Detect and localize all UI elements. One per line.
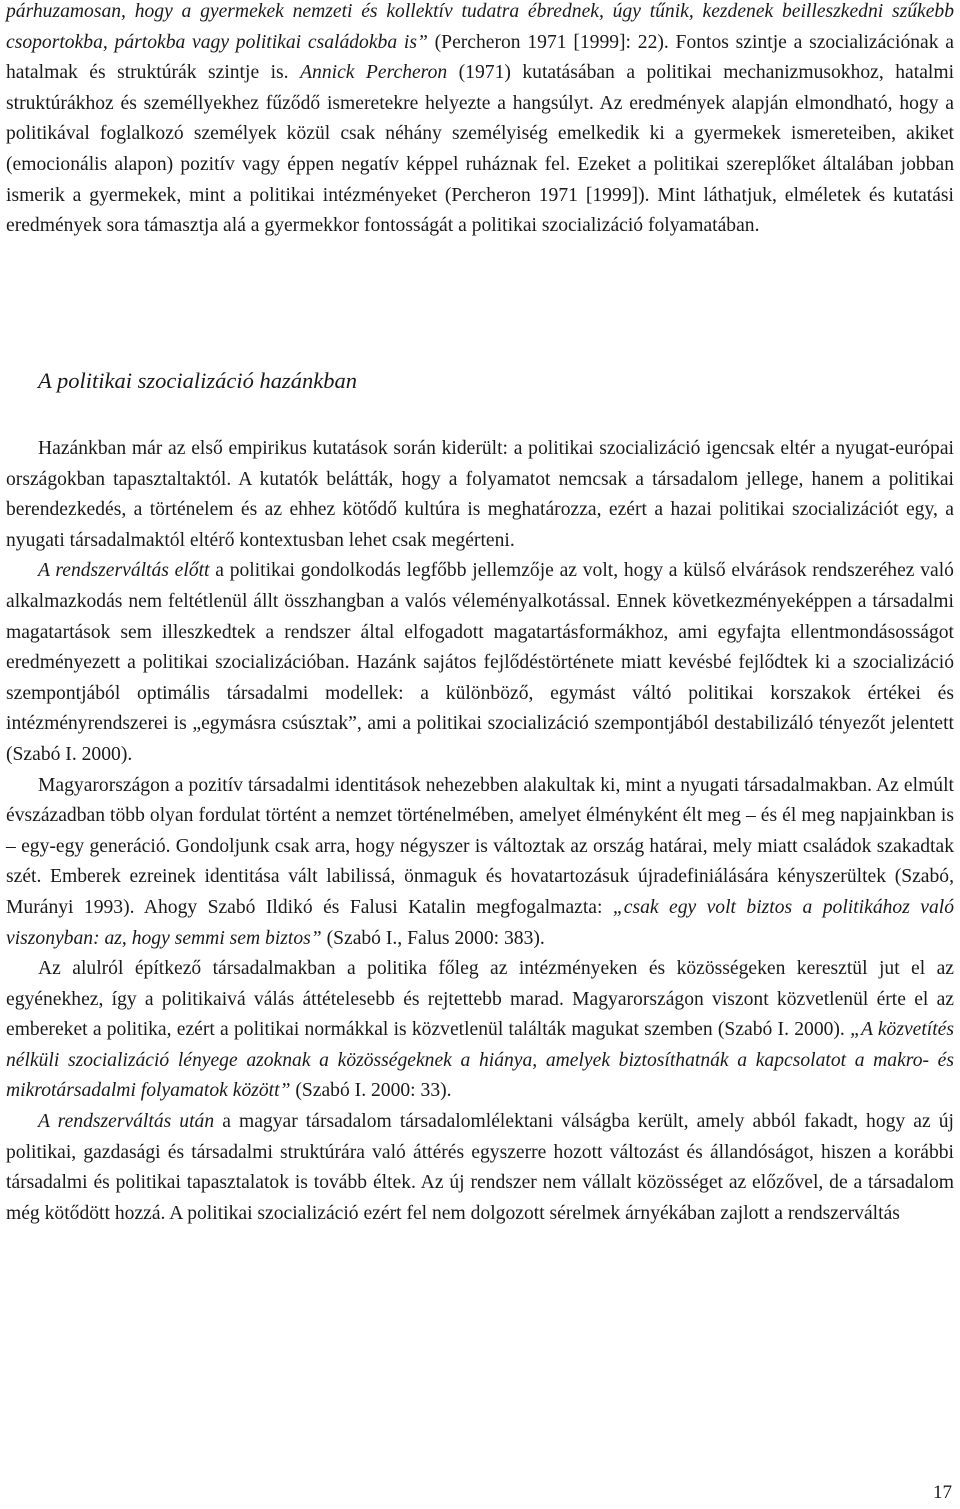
paragraph-text: Az alulról építkező társadalmakban a politika főleg az intézményeken és közösségeken keresztül jut el az egyénekhez, így a politikaivá válás áttételesebb és rejtettebb marad. Magyarországon viszont közvetlenül érte el az embereket a politika, ezért a politikai normákkal is közvetlenül találták magukat szemben (Szabó I. 2000). bbox=[6, 958, 954, 1041]
author-name-italic: Annick Percheron bbox=[300, 62, 448, 84]
quote-italic: „csak egy volt biztos a politikához való viszonyban: az, hogy semmi sem biztos” bbox=[6, 896, 954, 949]
paragraph-continuation bbox=[6, 0, 954, 242]
emphasis-italic: A rendszerváltás előtt bbox=[38, 560, 210, 582]
paragraph-text: a politikai gondolkodás legfőbb jellemzője az volt, hogy a külső elvárások rendszeréhez való alkalmazkodás nem feltétlenül állt összhangban a valós véleményalkotással. Ennek következményeképpen a társadalmi magatartások sem illeszkedtek a rendszer által elfogadott magatartásformákhoz, ami egyfajta ellentmondásosságot eredményezett a politikai szocializációban. Hazánk sajátos fejlődéstörténete miatt kevésbé fejlődtek ki a szocializáció szempontjából optimális társadalmi modellek: a különböző, egymást váltó politikai korszakok értékei és intézményrendszerei is „egymásra csúsztak”, ami a politikai szocializáció szempontjából destabilizáló tényezőt jelentett (Szabó I. 2000). bbox=[6, 560, 954, 765]
paragraph-text: (1971) kutatásában a politikai mechanizmusokhoz, hatalmi struktúrákhoz és személlyekhez fűződő ismeretekre helyezte a hangsúlyt. Az eredmények alapján elmondható, hogy a politikával foglalkozó személyek közül csak néhány személyiség emelkedik ki a gyermekek ismereteiben, akiket (emocionális alapon) pozitív vagy éppen negatív képpel ruháznak fel. Ezeket a politikai szereplőket általában jobban ismerik a gyermekek, mint a politikai intézményeket (Percheron 1971 [1999]). Mint láthatjuk, elméletek és kutatási eredmények sora támasztja alá a gyermekkor fontosságát a politikai szocializáció folyamatában. bbox=[6, 62, 955, 237]
paragraph bbox=[6, 771, 954, 955]
paragraph bbox=[6, 954, 954, 1107]
paragraph-text: (Percheron 1971 [1999]: 22). Fontos szintje a szocializációnak a hatalmak és struktúrák szintje is. bbox=[6, 31, 954, 84]
paragraph-text: (Szabó I., Falus 2000: 383). bbox=[321, 927, 545, 949]
section-heading: A politikai szocializáció hazánkban bbox=[38, 368, 357, 393]
paragraph bbox=[6, 1107, 954, 1229]
paragraph-text: (Szabó I. 2000: 33). bbox=[290, 1080, 452, 1102]
main-text-block bbox=[6, 434, 954, 1229]
quote-italic: „A közvetítés nélküli szocializáció lényege azoknak a közösségeknek a hiánya, amelyek biztosíthatnák a kapcsolatot a makro- és mikrotársadalmi folyamatok között” bbox=[6, 1019, 954, 1102]
paragraph: Hazánkban már az első empirikus kutatások során kiderült: a politikai szocializáció igencsak eltér a nyugat-európai országokban tapasztaltaktól. A kutatók belátták, hogy a folyamatot nemcsak a társadalom jellege, hanem a politikai berendezkedés, a történelem és az ehhez kötődő kultúra is meghatározza, ezért a hazai politikai szocializációt egy, a nyugati társadalmaktól eltérő kontextusban lehet csak megérteni. bbox=[6, 438, 954, 551]
paragraph-text: a magyar társadalom társadalomlélektani válságba került, amely abból fakadt, hogy az új politikai, gazdasági és társadalmi struktúrára való áttérés egyszerre hozott változást és állandóságot, hiszen a korábbi társadalmi és politikai tapasztalatok is tovább éltek. Az új rendszer nem vállalt közösséget az előzővel, de a társadalom még kötődött hozzá. A politikai szocializáció ezért fel nem dolgozott sérelmek árnyékában zajlott a rendszerváltás bbox=[6, 1111, 954, 1224]
top-text-block bbox=[6, 0, 954, 242]
quote-italic: párhuzamosan, hogy a gyermekek nemzeti és kollektív tudatra ébrednek, úgy tűnik, kezdenek beilleszkedni szűkebb csoportokba, pártokba vagy politikai családokba is” bbox=[6, 1, 954, 53]
page-number: 17 bbox=[933, 1482, 952, 1503]
paragraph-text: Magyarországon a pozitív társadalmi identitások nehezebben alakultak ki, mint a nyugati társadalmakban. Az elmúlt évszázadban több olyan fordulat történt a nemzet történelmében, amelyet élményként élt meg – és él meg napjainkban is – egy-egy generáció. Gondoljunk csak arra, hogy négyszer is változtak az ország határai, mely miatt családok szakadtak szét. Emberek ezreinek identitása vált labilissá, önmaguk és hovatartozásuk újradefiniálására kényszerültek (Szabó, Murányi 1993). Ahogy Szabó Ildikó és Falusi Katalin megfogalmazta: bbox=[6, 774, 954, 918]
paragraph bbox=[6, 556, 954, 770]
emphasis-italic: A rendszerváltás után bbox=[38, 1111, 215, 1133]
